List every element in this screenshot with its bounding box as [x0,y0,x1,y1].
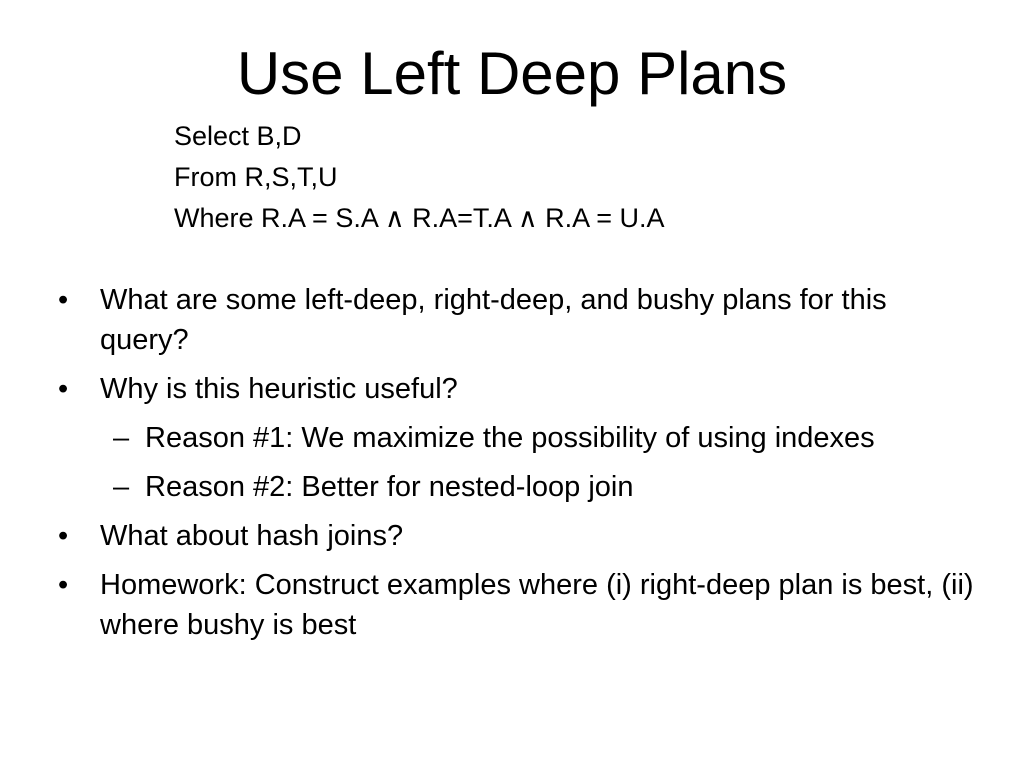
bullet-marker: • [58,520,69,552]
bullet-text: What about hash joins? [100,520,404,552]
query-select-line: Select B,D [174,121,302,151]
dash-marker: – [113,471,130,503]
sub-bullet-text: Reason #2: Better for nested-loop join [145,471,634,503]
sql-query [174,116,664,239]
sub-bullet-item [58,418,978,458]
bullet-marker: • [58,284,69,316]
sub-bullet-item [58,467,978,507]
query-from-line: From R,S,T,U [174,162,338,192]
bullet-text: Why is this heuristic useful? [100,373,458,405]
bullet-item [58,280,978,360]
bullet-item [58,516,978,556]
bullet-marker: • [58,569,69,601]
bullet-text: Homework: Construct examples where (i) right-deep plan is best, (ii) where bushy is best [100,569,974,641]
bullet-list [58,280,978,654]
bullet-item [58,369,978,409]
slide-title: Use Left Deep Plans [236,40,788,107]
sub-bullet-text: Reason #1: We maximize the possibility of using indexes [145,422,875,454]
bullet-text: What are some left-deep, right-deep, and bushy plans for this query? [100,284,887,356]
bullet-marker: • [58,373,69,405]
bullet-item [58,565,978,645]
query-where-line: Where R.A = S.A ∧ R.A=T.A ∧ R.A = U.A [174,203,665,233]
dash-marker: – [113,422,130,454]
